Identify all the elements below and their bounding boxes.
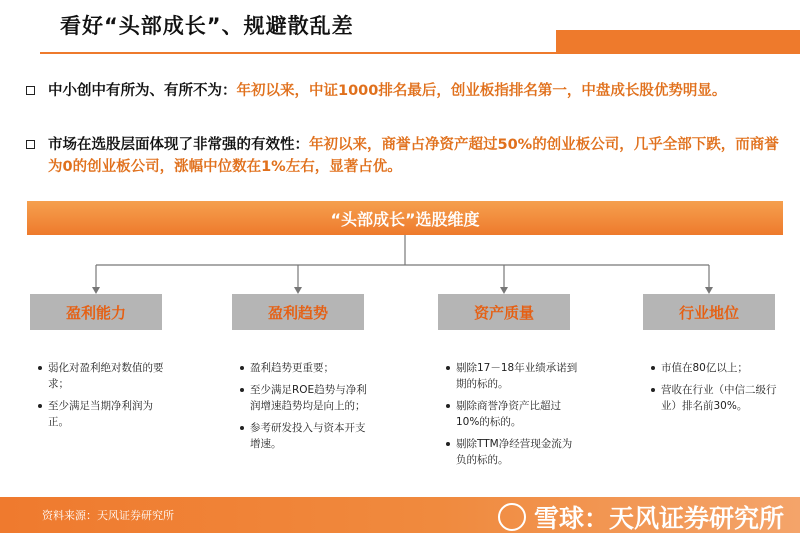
category-detail-list	[240, 360, 375, 458]
list-item: 至少满足ROE趋势与净利润增速趋势均是向上的；	[240, 382, 375, 414]
bullet-lead: 市场在选股层面体现了非常强的有效性：	[48, 137, 309, 153]
source-note: 资料来源：天风证券研究所	[42, 509, 174, 522]
list-item: 市值在80亿以上；	[651, 360, 786, 376]
category-box-asset-quality: 资产质量	[438, 294, 570, 330]
diagram-root: “头部成长”选股维度	[27, 201, 783, 235]
arrow-head-icon	[92, 287, 100, 294]
category-box-profit-trend: 盈利趋势	[232, 294, 364, 330]
list-item: 盈利趋势更重要；	[240, 360, 375, 376]
category-box-industry-position: 行业地位	[643, 294, 775, 330]
list-item: 参考研发投入与资本开支增速。	[240, 420, 375, 452]
list-item: 营收在行业（中信二级行业）排名前30%。	[651, 382, 786, 414]
bullet-highlight: 年初以来，商誉占净资产超过50%的创业板公司，几乎全部下跌，而商誉为0的创业板公司，涨幅中位数在1%左右，显著占优。	[48, 137, 779, 175]
arrow-head-icon	[500, 287, 508, 294]
footer-bar	[0, 497, 800, 533]
bullet-lead: 中小创中有所为、有所不为：	[48, 83, 237, 99]
watermark	[498, 499, 784, 535]
arrow-head-icon	[705, 287, 713, 294]
snowball-logo-icon	[498, 503, 526, 531]
list-item: 至少满足当期净利润为正。	[38, 398, 173, 430]
list-item: 弱化对盈利绝对数值的要求；	[38, 360, 173, 392]
list-item: 剔除17－18年业绩承诺到期的标的。	[446, 360, 581, 392]
list-item: 剔除商誉净资产比超过10%的标的。	[446, 398, 581, 430]
bullet-highlight: 年初以来，中证1000排名最后，创业板指排名第一，中盘成长股优势明显。	[236, 83, 727, 99]
page-title: 看好“头部成长”、规避散乱差	[60, 14, 354, 38]
category-detail-list	[651, 360, 786, 420]
arrow-head-icon	[294, 287, 302, 294]
category-detail-list	[446, 360, 581, 474]
list-item: 剔除TTM净经营现金流为负的标的。	[446, 436, 581, 468]
category-box-profitability: 盈利能力	[30, 294, 162, 330]
category-detail-list	[38, 360, 173, 436]
watermark-text: 雪球：天风证券研究所	[533, 504, 784, 533]
